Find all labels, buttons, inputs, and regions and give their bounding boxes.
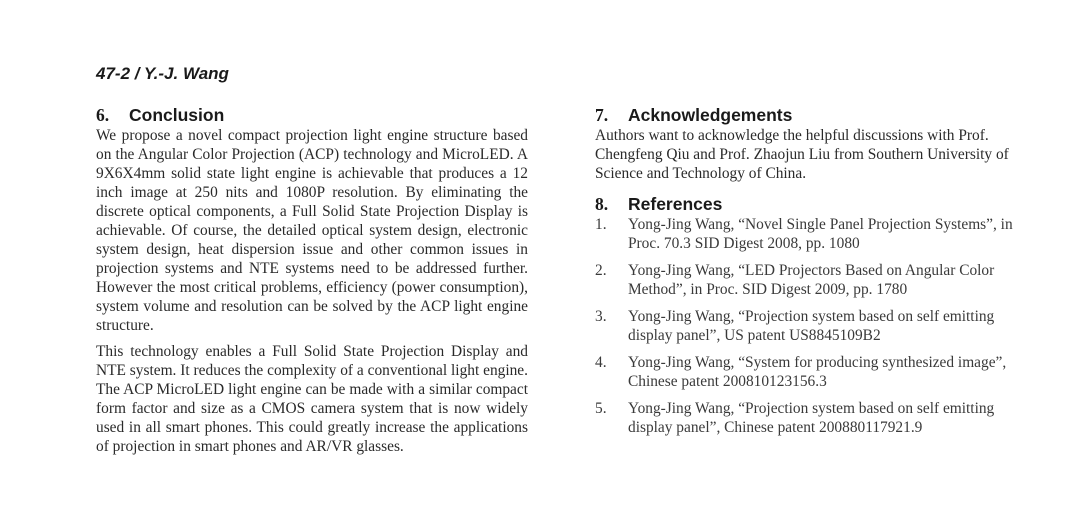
reference-item	[595, 307, 1027, 345]
conclusion-paragraph: This technology enables a Full Solid State Projection Display and NTE system. It reduces the complexity of a conventional light engine. The ACP MicroLED light engine can be made with a similar compact form factor and size as a CMOS camera system that is now widely used in all smart phones. This could greatly increase the applications of projection in smart phones and AR/VR glasses.	[96, 343, 528, 455]
reference-text: Yong-Jing Wang, “LED Projectors Based on Angular Color Method”, in Proc. SID Digest 2009, pp. 1780	[628, 262, 995, 298]
reference-number: 4.	[595, 354, 607, 371]
acknowledgements-paragraph: Authors want to acknowledge the helpful discussions with Prof. Chengfeng Qiu and Prof. Zhaojun Liu from Southern University of Science and Technology of China.	[595, 127, 1009, 182]
reference-number: 5.	[595, 400, 607, 417]
reference-text: Yong-Jing Wang, “Projection system based on self emitting display panel”, US patent US8845109B2	[628, 308, 995, 344]
reference-item	[595, 353, 1027, 391]
reference-text: Yong-Jing Wang, “System for producing synthesized image”, Chinese patent 200810123156.3	[628, 354, 1007, 390]
conclusion-paragraph: We propose a novel compact projection light engine structure based on the Angular Color Projection (ACP) technology and MicroLED. A 9X6X4mm solid state light engine is achievable that produces a 12 inch image at 250 nits and 1080P resolution. By eliminating the discrete optical components, a Full Solid State Projection Display is achievable. Of course, the detailed optical system design, electronic system design, heat dispersion issue and other common issues in projection systems and NTE systems need to be addressed further. However the most critical problems, efficiency (power consumption), system volume and resolution can be solved by the ACP light engine structure.	[96, 127, 528, 334]
section-title: Acknowledgements	[628, 105, 793, 125]
reference-text: Yong-Jing Wang, “Projection system based on self emitting display panel”, Chinese patent 200880117921.9	[628, 400, 995, 436]
section-heading-conclusion	[96, 104, 528, 126]
section-number: 6.	[96, 105, 110, 125]
reference-number: 3.	[595, 308, 607, 325]
reference-number: 1.	[595, 216, 607, 233]
reference-item	[595, 261, 1027, 299]
reference-list	[595, 215, 1027, 437]
section-heading-references	[595, 193, 1027, 215]
reference-text: Yong-Jing Wang, “Novel Single Panel Projection Systems”, in Proc. 70.3 SID Digest 2008, pp. 1080	[628, 216, 1013, 252]
right-column	[595, 104, 1027, 445]
section-number: 7.	[595, 105, 609, 125]
reference-number: 2.	[595, 262, 607, 279]
reference-item	[595, 215, 1027, 253]
section-number: 8.	[595, 194, 609, 214]
section-title: References	[628, 194, 723, 214]
section-title: Conclusion	[129, 105, 225, 125]
left-column	[96, 104, 528, 463]
reference-item	[595, 399, 1027, 437]
section-heading-acknowledgements	[595, 104, 1027, 126]
running-head: 47-2 / Y.-J. Wang	[96, 64, 229, 83]
